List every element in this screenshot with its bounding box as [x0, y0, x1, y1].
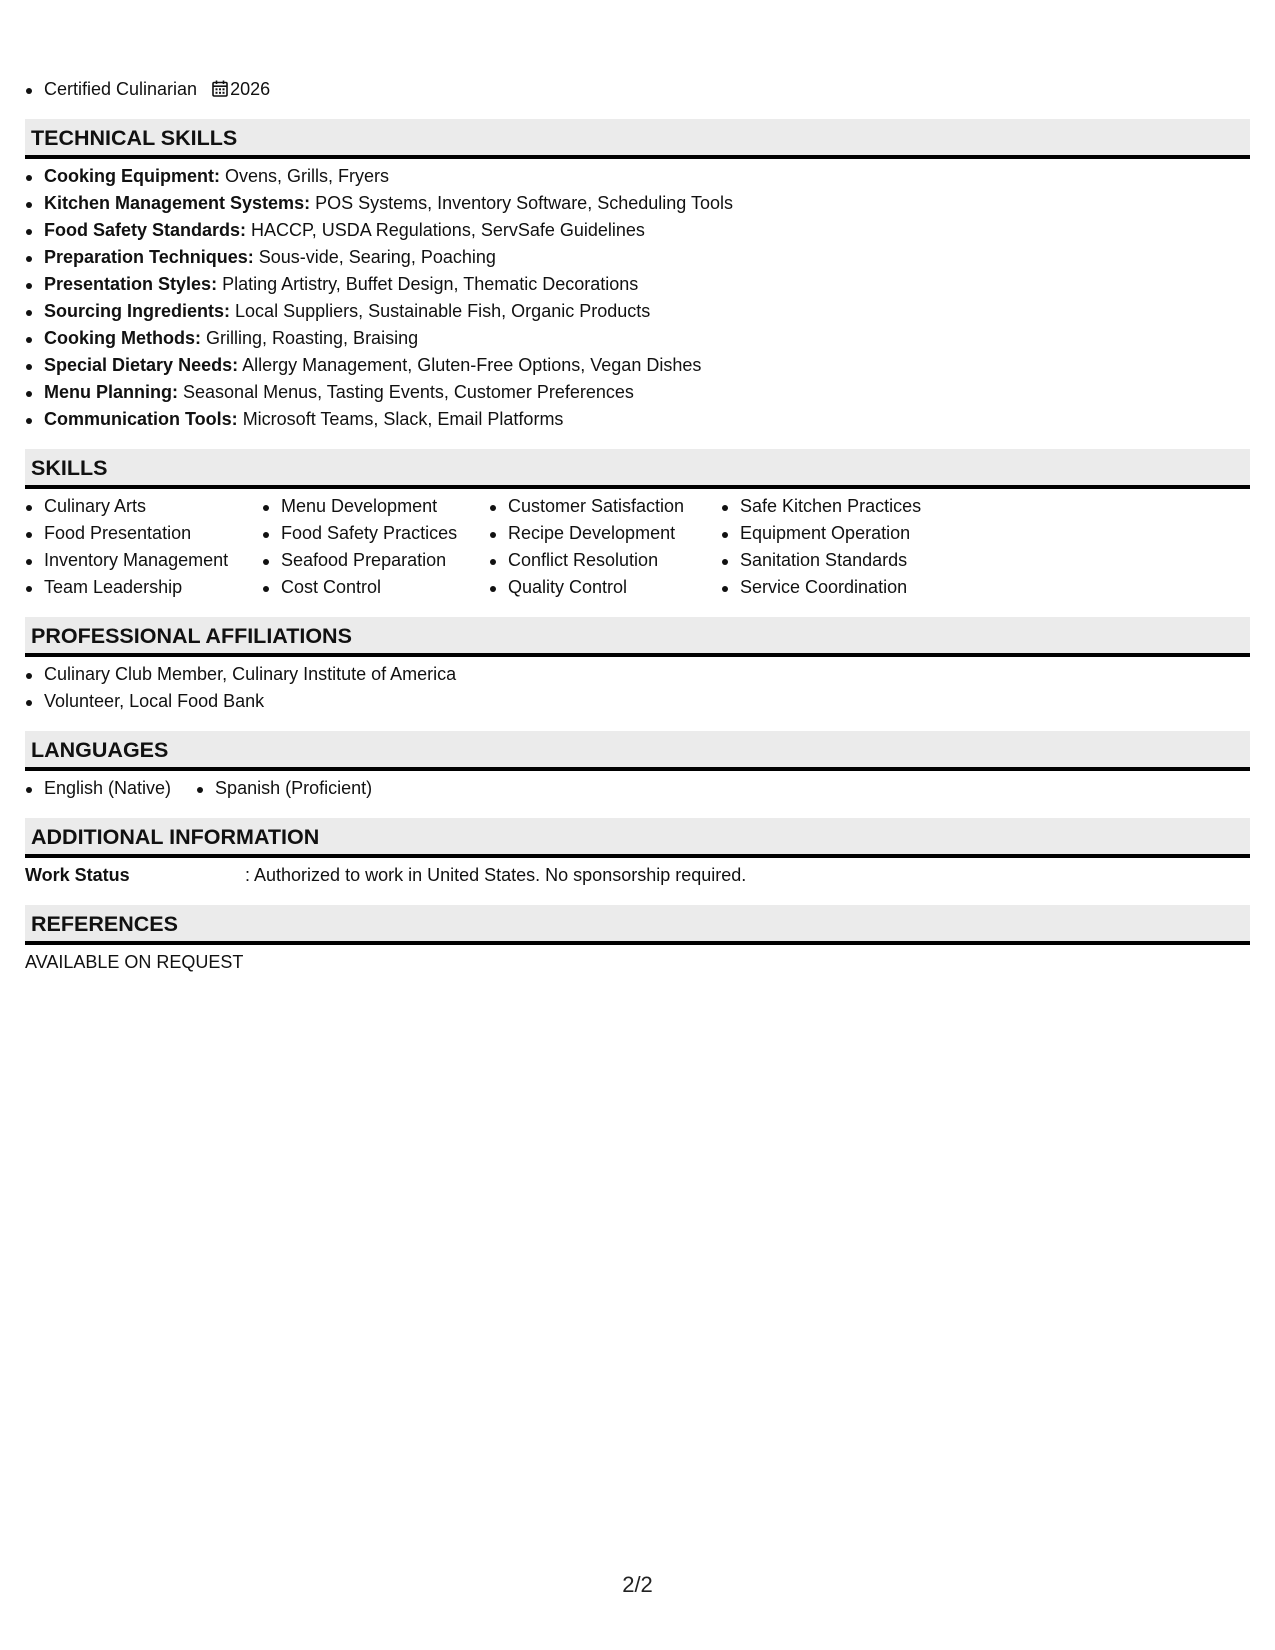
skills-section	[25, 449, 1250, 601]
technical-skills-section	[25, 119, 1250, 433]
technical-skill-value: POS Systems, Inventory Software, Scheduling Tools	[315, 193, 733, 213]
technical-skill-item	[25, 217, 1250, 244]
skill-item: Inventory Management	[25, 547, 262, 574]
affiliations-list	[25, 661, 1250, 715]
technical-skill-item	[25, 325, 1250, 352]
section-title-languages: LANGUAGES	[25, 731, 1250, 771]
technical-skill-item	[25, 271, 1250, 298]
section-title-skills: SKILLS	[25, 449, 1250, 489]
technical-skill-value: Ovens, Grills, Fryers	[225, 166, 390, 186]
skill-item: Food Safety Practices	[262, 520, 489, 547]
technical-skill-item	[25, 163, 1250, 190]
skill-item: Quality Control	[489, 574, 721, 601]
skill-item: Food Presentation	[25, 520, 262, 547]
technical-skill-label: Sourcing Ingredients:	[44, 301, 231, 321]
technical-skill-label: Cooking Methods:	[44, 328, 201, 348]
technical-skill-value: Plating Artistry, Buffet Design, Thematic Decorations	[222, 274, 639, 294]
skill-item: Seafood Preparation	[262, 547, 489, 574]
language-item: Spanish (Proficient)	[196, 775, 372, 802]
languages-list	[25, 775, 1250, 802]
skill-item: Cost Control	[262, 574, 489, 601]
technical-skill-item	[25, 352, 1250, 379]
section-title-affiliations: PROFESSIONAL AFFILIATIONS	[25, 617, 1250, 657]
page-number: 2/2	[622, 1572, 653, 1597]
skill-item: Culinary Arts	[25, 493, 262, 520]
skill-item: Menu Development	[262, 493, 489, 520]
technical-skill-value: Seasonal Menus, Tasting Events, Customer Preferences	[183, 382, 634, 402]
technical-skill-label: Kitchen Management Systems:	[44, 193, 311, 213]
skills-column	[489, 493, 721, 601]
technical-skill-label: Communication Tools:	[44, 409, 238, 429]
language-item: English (Native)	[25, 775, 171, 802]
technical-skill-label: Food Safety Standards:	[44, 220, 247, 240]
technical-skill-value: Local Suppliers, Sustainable Fish, Organic Products	[235, 301, 651, 321]
affiliations-section	[25, 617, 1250, 715]
section-title-technical-skills: TECHNICAL SKILLS	[25, 119, 1250, 159]
technical-skill-item	[25, 406, 1250, 433]
technical-skill-value: Sous-vide, Searing, Poaching	[258, 247, 496, 267]
technical-skill-item	[25, 298, 1250, 325]
technical-skill-label: Preparation Techniques:	[44, 247, 254, 267]
technical-skill-value: Microsoft Teams, Slack, Email Platforms	[242, 409, 564, 429]
skill-item: Sanitation Standards	[721, 547, 981, 574]
certifications-list	[25, 76, 1250, 105]
certification-item	[25, 76, 1250, 105]
skills-column	[721, 493, 981, 601]
calendar-icon	[212, 78, 228, 105]
technical-skill-item	[25, 190, 1250, 217]
technical-skill-item	[25, 379, 1250, 406]
skills-grid	[25, 493, 1250, 601]
technical-skill-item	[25, 244, 1250, 271]
skill-item: Equipment Operation	[721, 520, 981, 547]
skill-item: Customer Satisfaction	[489, 493, 721, 520]
skill-item: Conflict Resolution	[489, 547, 721, 574]
languages-section	[25, 731, 1250, 802]
work-status-row	[25, 862, 1250, 889]
work-status-label: Work Status	[25, 865, 130, 885]
technical-skill-value: Grilling, Roasting, Braising	[206, 328, 419, 348]
technical-skill-label: Cooking Equipment:	[44, 166, 220, 186]
references-section	[25, 905, 1250, 976]
technical-skill-value: Allergy Management, Gluten-Free Options, Vegan Dishes	[242, 355, 702, 375]
work-status-value: : Authorized to work in United States. No sponsorship required.	[245, 865, 747, 885]
section-title-additional-information: ADDITIONAL INFORMATION	[25, 818, 1250, 858]
certification-year: 2026	[230, 79, 271, 99]
skill-item: Team Leadership	[25, 574, 262, 601]
resume-page	[25, 76, 1250, 992]
skills-column	[262, 493, 489, 601]
skill-item: Safe Kitchen Practices	[721, 493, 981, 520]
technical-skill-label: Presentation Styles:	[44, 274, 218, 294]
skill-item: Service Coordination	[721, 574, 981, 601]
technical-skill-value: HACCP, USDA Regulations, ServSafe Guidelines	[251, 220, 645, 240]
section-title-references: REFERENCES	[25, 905, 1250, 945]
skills-column	[25, 493, 262, 601]
technical-skill-label: Menu Planning:	[44, 382, 178, 402]
skill-item: Recipe Development	[489, 520, 721, 547]
affiliation-item: Volunteer, Local Food Bank	[25, 688, 1250, 715]
certification-name: Certified Culinarian	[44, 79, 198, 99]
technical-skill-label: Special Dietary Needs:	[44, 355, 239, 375]
technical-skills-list	[25, 163, 1250, 433]
references-text: AVAILABLE ON REQUEST	[25, 952, 244, 972]
affiliation-item: Culinary Club Member, Culinary Institute of America	[25, 661, 1250, 688]
additional-information-section	[25, 818, 1250, 889]
